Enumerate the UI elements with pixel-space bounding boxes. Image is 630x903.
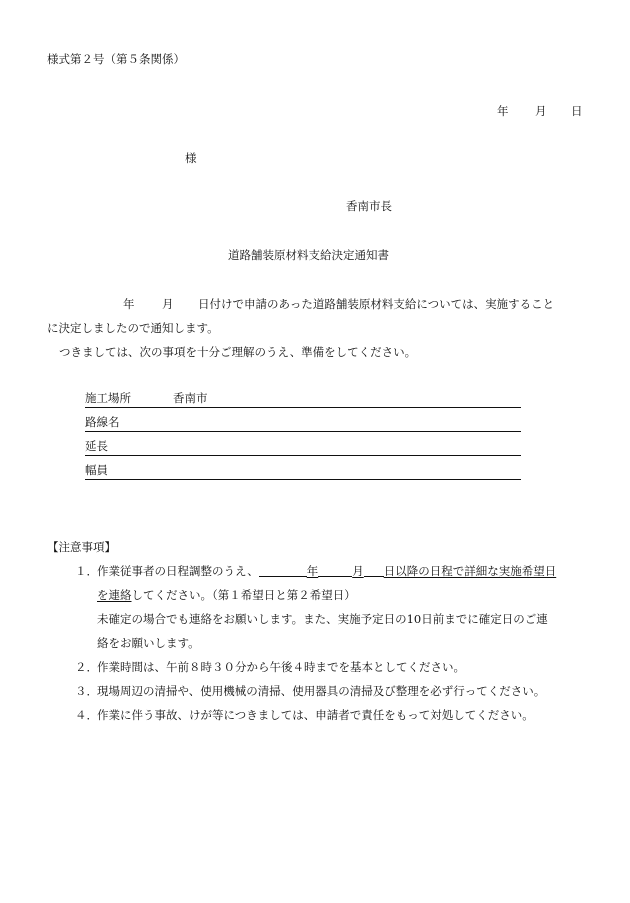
body-line-3: つきましては、次の事項を十分ご理解のうえ、準備をしてください。: [59, 345, 417, 359]
note-1-year-label: 年: [306, 564, 319, 578]
field-length: [85, 437, 521, 456]
date-month-label: 月: [535, 104, 547, 118]
note-1-part-2: 日以降の日程で詳細な実施希望日: [383, 564, 557, 578]
note-4-text: 作業に伴う事故、けが等につきましては、申請者で責任をもって対処してください。: [97, 708, 534, 722]
note-1-line-2-rest: してください。（第１希望日と第２希望日）: [131, 588, 356, 602]
note-2-number: ２．: [75, 660, 98, 674]
field-value: 香南市: [173, 391, 208, 405]
note-2-text: 作業時間は、午前８時３０分から午後４時までを基本としてください。: [97, 660, 465, 674]
date-day-label: 日: [571, 104, 583, 118]
note-1-part-1: 作業従事者の日程調整のうえ、: [97, 564, 259, 578]
field-route-name: [85, 413, 521, 432]
body-year-label: 年: [123, 297, 135, 311]
field-label: 施工場所: [85, 391, 131, 405]
addressee-suffix: 様: [185, 151, 197, 165]
note-1-line-4: 絡をお願いします。: [97, 636, 200, 650]
note-4-number: ４．: [75, 708, 98, 722]
sender-name: 香南市長: [346, 199, 392, 213]
note-1-line-2: [97, 587, 356, 603]
body-line-2: に決定しましたので通知します。: [47, 321, 219, 335]
note-3-text: 現場周辺の清掃や、使用機械の清掃、使用器具の清掃及び整理を必ず行ってください。: [97, 684, 546, 698]
field-label: 幅員: [85, 463, 108, 477]
note-1-day-blank: [364, 564, 384, 577]
note-1-number: １．: [75, 564, 98, 578]
note-1-month-blank: [318, 564, 352, 577]
form-number: 様式第２号（第５条関係）: [47, 52, 185, 66]
date-year-label: 年: [497, 104, 509, 118]
field-label: 延長: [85, 439, 108, 453]
notes-heading: 【注意事項】: [47, 540, 116, 554]
note-1-month-label: 月: [352, 564, 364, 578]
document-title: 道路舗装原材料支給決定通知書: [228, 248, 389, 262]
note-1-year: [307, 564, 557, 578]
field-construction-site: [85, 389, 521, 408]
note-3-number: ３．: [75, 684, 98, 698]
note-1-line-1: [97, 563, 556, 579]
body-month-label: 月: [162, 297, 174, 311]
note-1-contact-underlined: を連絡: [97, 588, 132, 602]
field-label: 路線名: [85, 415, 120, 429]
note-1-line-3: 未確定の場合でも連絡をお願いします。また、実施予定日の10日前までに確定日のご連: [97, 612, 548, 626]
body-line-1: 日付けで申請のあった道路舗装原材料支給については、実施すること: [198, 297, 555, 311]
note-1-date-blank: [259, 564, 307, 577]
field-width: [85, 461, 521, 480]
